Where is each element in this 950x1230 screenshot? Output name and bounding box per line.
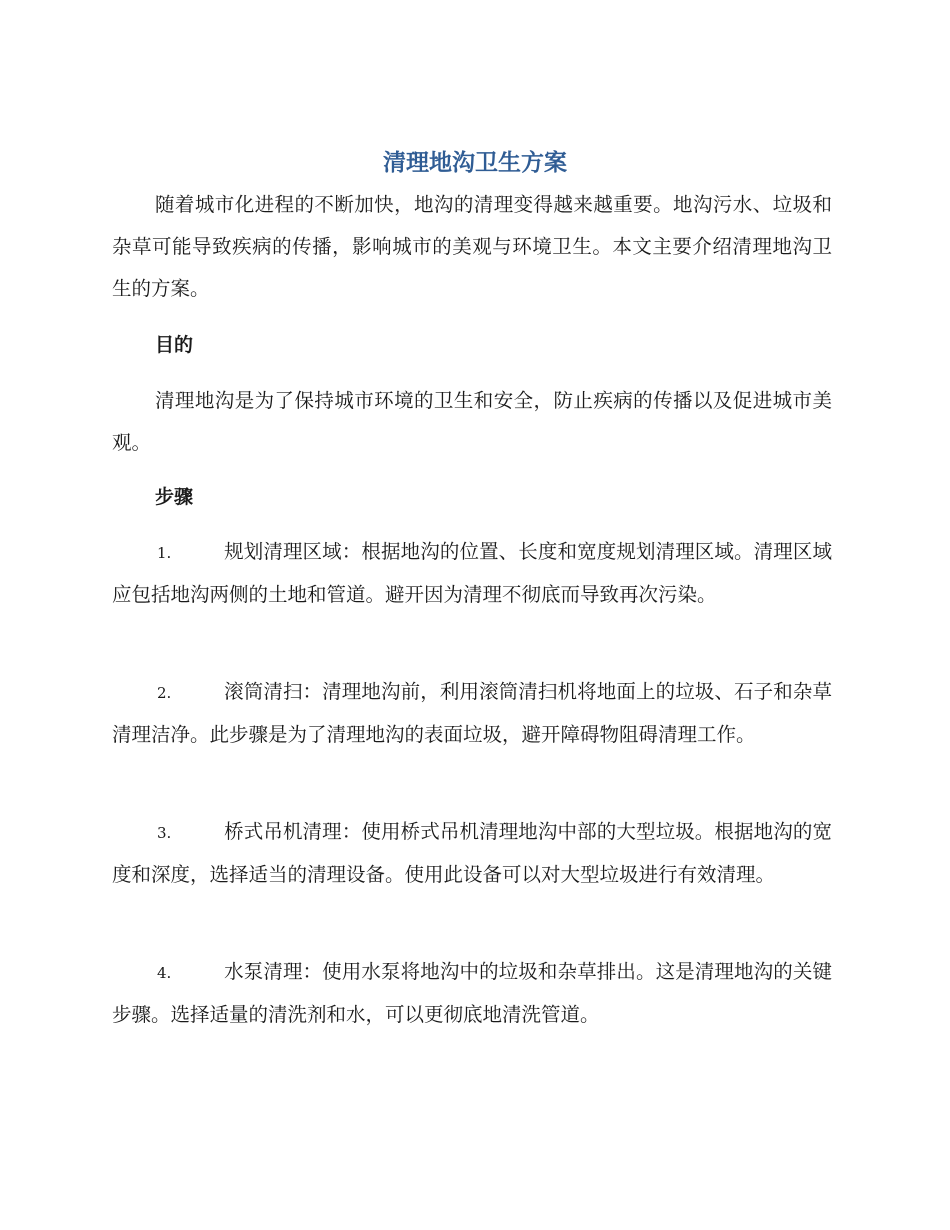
step-item-4	[112, 951, 832, 1036]
step-item-2	[112, 671, 832, 756]
step-text: 滚筒清扫：清理地沟前，利用滚筒清扫机将地面上的垃圾、石子和杂草清理洁净。此步骤是为了清理地沟的表面垃圾，避开障碍物阻碍清理工作。	[112, 680, 832, 746]
step-text: 水泵清理：使用水泵将地沟中的垃圾和杂草排出。这是清理地沟的关键步骤。选择适量的清洗剂和水，可以更彻底地清洗管道。	[112, 960, 832, 1026]
step-text: 桥式吊机清理：使用桥式吊机清理地沟中部的大型垃圾。根据地沟的宽度和深度，选择适当的清理设备。使用此设备可以对大型垃圾进行有效清理。	[112, 820, 832, 886]
document-title: 清理地沟卫生方案	[383, 150, 567, 176]
intro-paragraph: 随着城市化进程的不断加快，地沟的清理变得越来越重要。地沟污水、垃圾和杂草可能导致疾病的传播，影响城市的美观与环境卫生。本文主要介绍清理地沟卫生的方案。	[112, 193, 832, 300]
step-number: 4.	[157, 964, 172, 982]
section-heading-purpose: 目的	[155, 334, 194, 356]
section-heading-steps: 步骤	[155, 486, 194, 508]
step-text: 规划清理区域：根据地沟的位置、长度和宽度规划清理区域。清理区域应包括地沟两侧的土地和管道。避开因为清理不彻底而导致再次污染。	[112, 540, 832, 606]
step-item-1	[112, 531, 832, 616]
step-number: 3.	[157, 824, 172, 842]
step-item-3	[112, 811, 832, 896]
purpose-paragraph: 清理地沟是为了保持城市环境的卫生和安全，防止疾病的传播以及促进城市美观。	[112, 389, 832, 454]
step-number: 2.	[157, 684, 172, 702]
step-number: 1.	[157, 544, 172, 562]
